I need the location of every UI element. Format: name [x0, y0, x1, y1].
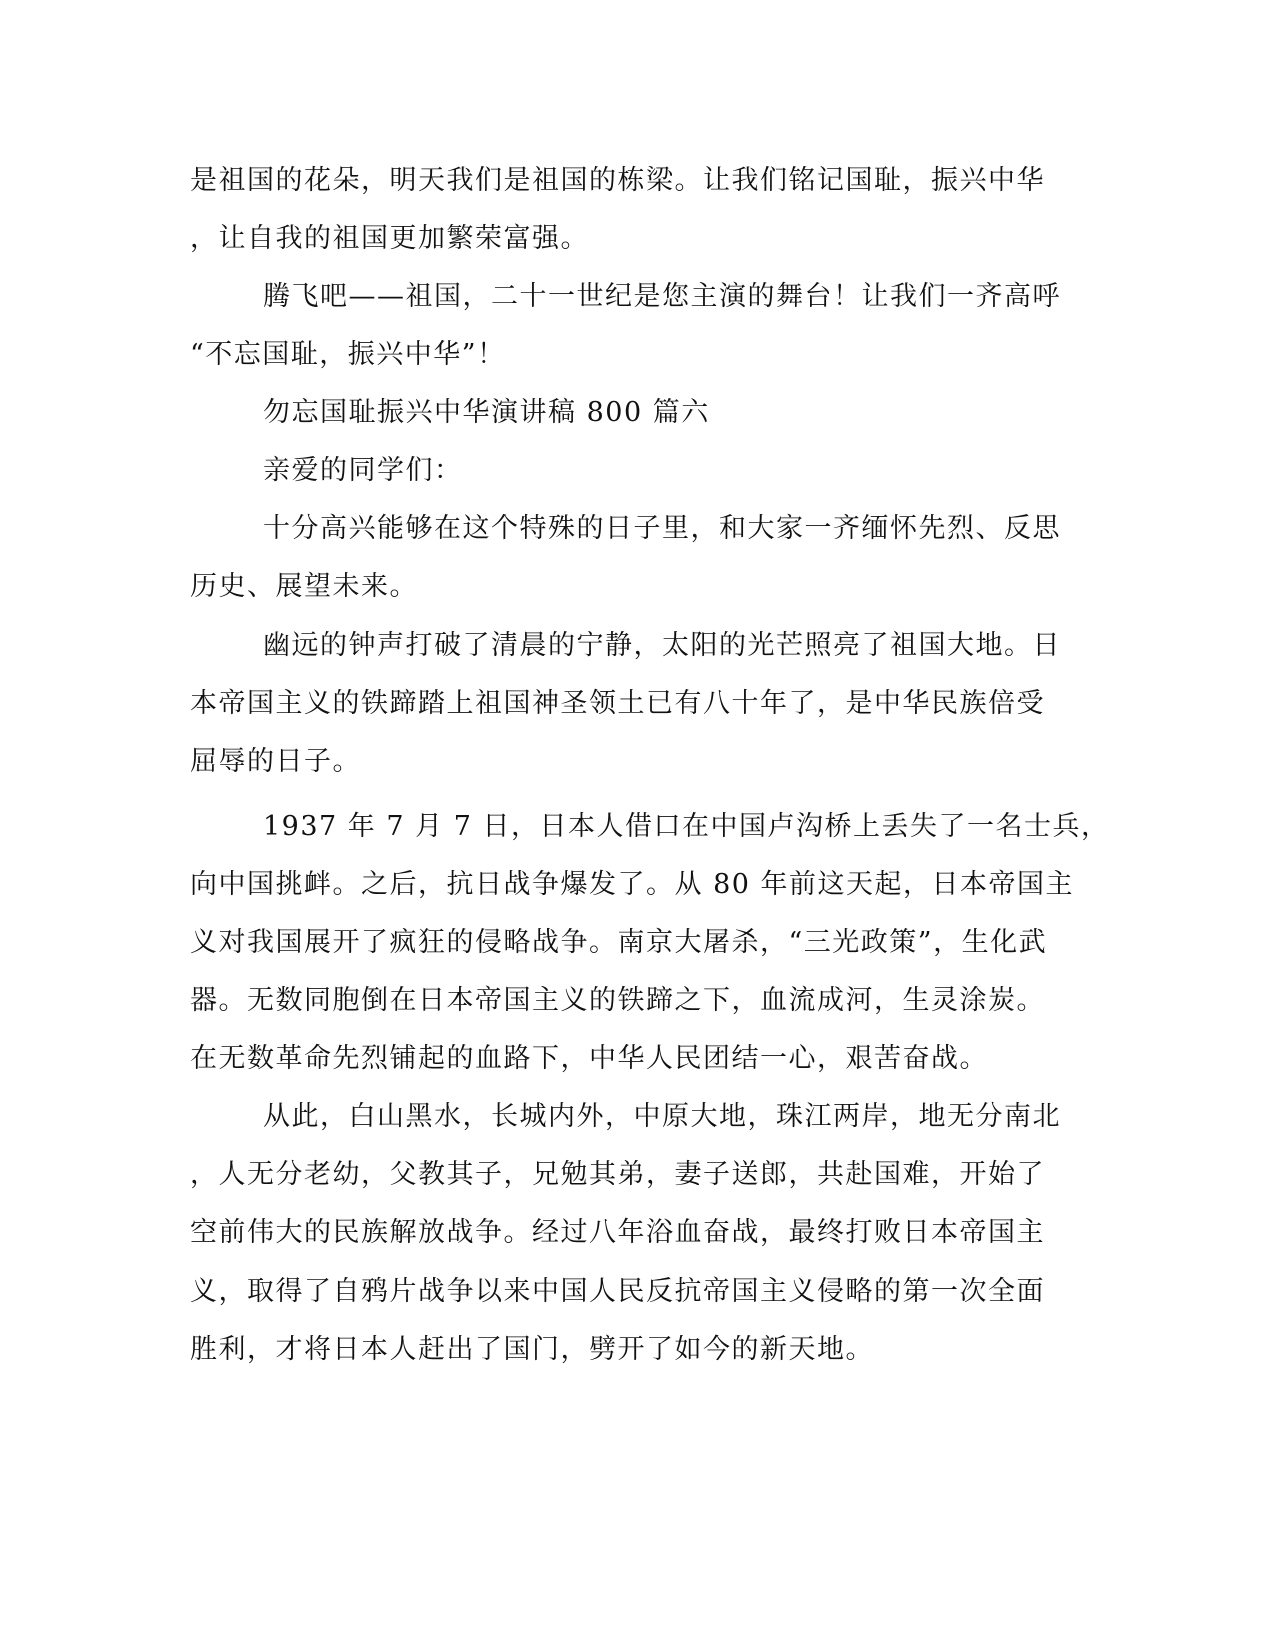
text-line: 十分高兴能够在这个特殊的日子里，和大家一齐缅怀先烈、反思 — [263, 513, 1061, 544]
text-line: 是祖国的花朵，明天我们是祖国的栋梁。让我们铭记国耻，振兴中华 — [190, 165, 1045, 196]
section-heading: 勿忘国耻振兴中华演讲稿 800 篇六 — [263, 397, 710, 428]
text-line: ，人无分老幼，父教其子，兄勉其弟，妻子送郎，共赴国难，开始了 — [190, 1159, 1045, 1190]
text-line: 空前伟大的民族解放战争。经过八年浴血奋战，最终打败日本帝国主 — [190, 1217, 1045, 1248]
text-line: 历史、展望未来。 — [190, 571, 418, 602]
text-line: 胜利，才将日本人赶出了国门，劈开了如今的新天地。 — [190, 1334, 874, 1365]
text-line: 义对我国展开了疯狂的侵略战争。南京大屠杀，“三光政策”，生化武 — [190, 927, 1048, 958]
salutation: 亲爱的同学们： — [263, 455, 463, 486]
text-line: 本帝国主义的铁蹄踏上祖国神圣领土已有八十年了，是中华民族倍受 — [190, 688, 1045, 719]
text-line: “不忘国耻，振兴中华”！ — [190, 339, 506, 370]
text-line: 义，取得了自鸦片战争以来中国人民反抗帝国主义侵略的第一次全面 — [190, 1276, 1045, 1307]
text-line: 幽远的钟声打破了清晨的宁静，太阳的光芒照亮了祖国大地。日 — [263, 630, 1061, 661]
text-line: ，让自我的祖国更加繁荣富强。 — [190, 223, 589, 254]
text-line: 在无数革命先烈铺起的血路下，中华人民团结一心，艰苦奋战。 — [190, 1043, 988, 1074]
text-line: 1937 年 7 月 7 日，日本人借口在中国卢沟桥上丢失了一名士兵， — [263, 811, 1110, 842]
text-line: 器。无数同胞倒在日本帝国主义的铁蹄之下，血流成河，生灵涂炭。 — [190, 985, 1045, 1016]
text-line: 从此，白山黑水，长城内外，中原大地，珠江两岸，地无分南北 — [263, 1101, 1061, 1132]
text-line: 屈辱的日子。 — [190, 746, 361, 777]
text-line: 腾飞吧——祖国，二十一世纪是您主演的舞台！让我们一齐高呼 — [263, 281, 1061, 312]
text-line: 向中国挑衅。之后，抗日战争爆发了。从 80 年前这天起，日本帝国主 — [190, 869, 1075, 900]
